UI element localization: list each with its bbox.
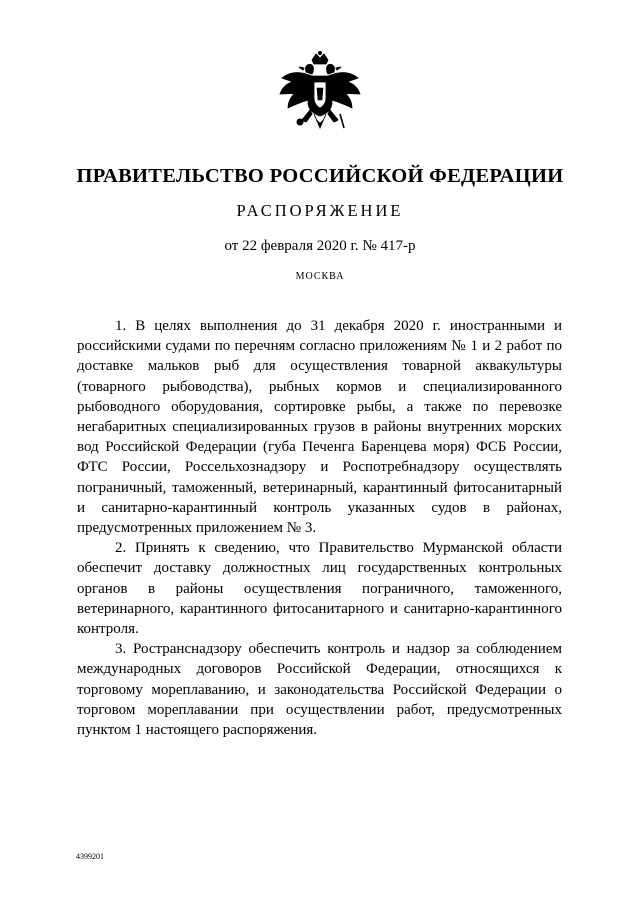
date-number-line [0,238,640,255]
city: МОСКВА [295,271,345,282]
document-type: РАСПОРЯЖЕНИЕ [236,201,404,220]
paragraph-3: 3. Ространснадзору обеспечить контроль и надзор за соблюдением международных договоров Российской Федерации, относящихся к торговому мореплаванию, и законодательства Российской Федерации о торговом мореплавании при осуществлении работ, предусмотренных пунктом 1 настоящего распоряжения. [77,641,562,739]
document-number: № 417-р [362,238,416,254]
paragraph-1: 1. В целях выполнения до 31 декабря 2020 г. иностранными и российскими судами по перечням согласно приложениям № 1 и 2 работ по доставке мальков рыб для осуществления товарной аквакультуры (товарного рыбоводства), рыбных кормов и специализированного рыбоводного оборудования, сортировке рыбы, а также по перевозке негабаритных специализированных грузов в районы внутренних морских вод Российской Федерации (губа Печенга Баренцева моря) ФСБ России, ФТС России, Россельхознадзору и Роспотребнадзору осуществлять пограничный, таможенный, ветеринарный, карантинный фитосанитарный и санитарно-карантинный контроль указанных судов в районах, предусмотренных приложением № 3. [77,318,562,537]
footer-code: 4399201 [76,852,104,861]
government-title: ПРАВИТЕЛЬСТВО РОССИЙСКОЙ ФЕДЕРАЦИИ [76,165,564,187]
document-body [77,316,562,740]
coat-of-arms-icon [272,50,368,142]
document-date: от 22 февраля 2020 г. [224,238,359,254]
paragraph-2: 2. Принять к сведению, что Правительство Мурманской области обеспечит доставку должностных лиц государственных контрольных органов в районы осуществления пограничного, таможенного, ветеринарного, карантинного фитосанитарного и санитарно-карантинного контроля. [77,540,562,638]
